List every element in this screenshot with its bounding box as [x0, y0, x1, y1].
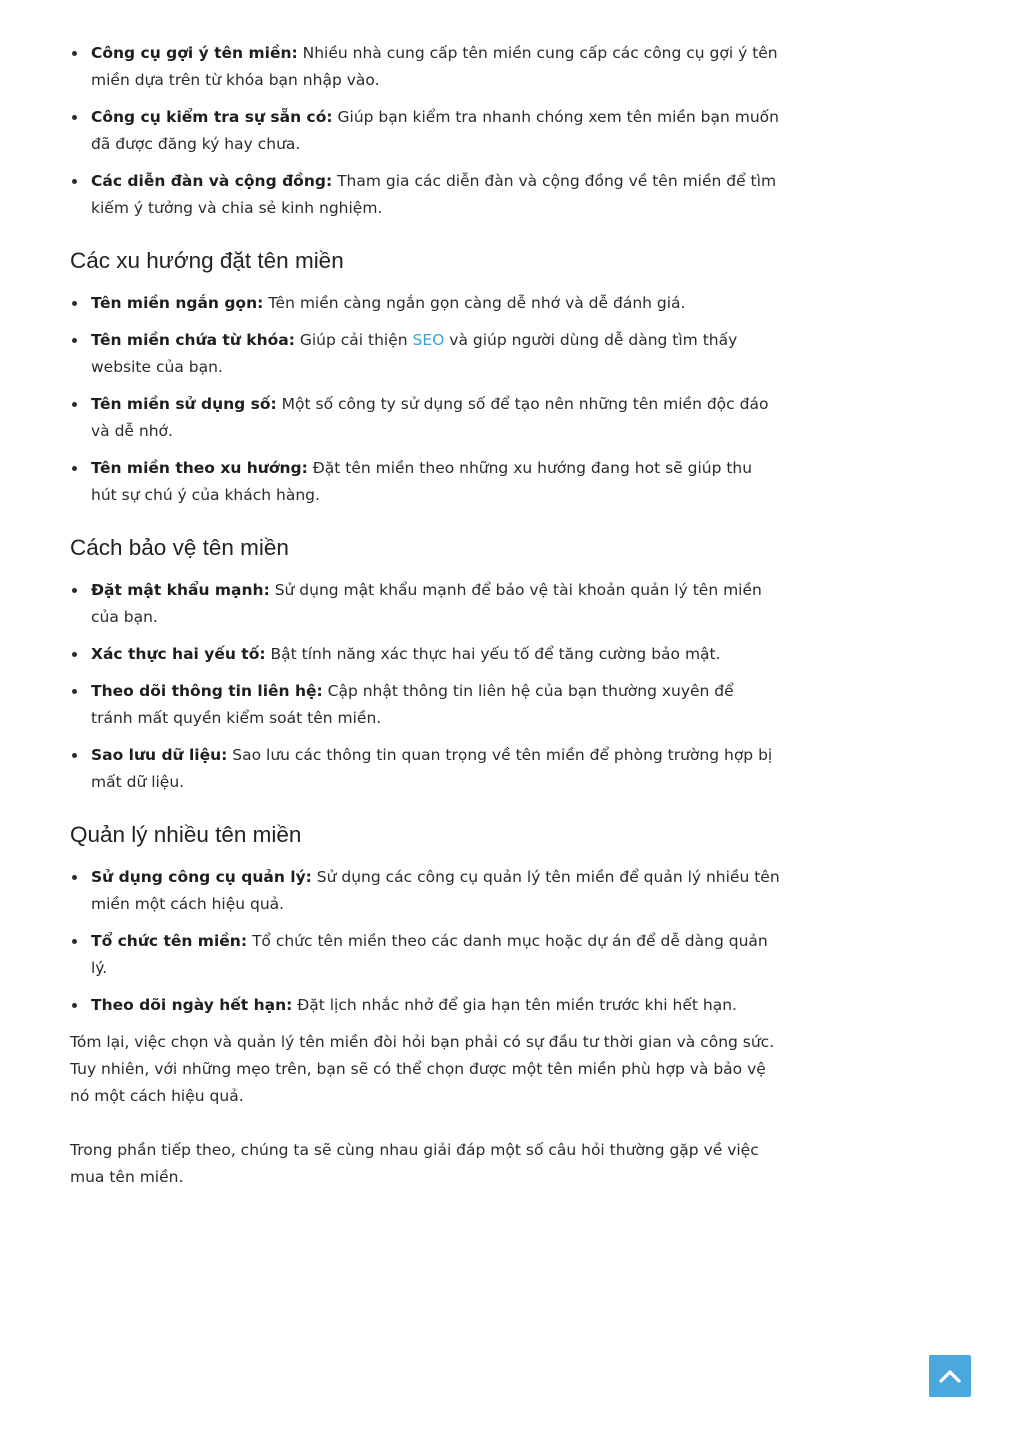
item-text: Sao lưu các thông tin quan trọng về tên miền để phòng trường hợp bị mất dữ liệu. — [91, 746, 773, 791]
item-label: Tên miền theo xu hướng: — [91, 459, 308, 477]
list-item — [70, 992, 780, 1019]
list-item — [70, 455, 780, 509]
item-text: Sử dụng các công cụ quản lý tên miền để quản lý nhiều tên miền một cách hiệu quả. — [91, 868, 780, 913]
item-text: Tổ chức tên miền theo các danh mục hoặc dự án để dễ dàng quản lý. — [91, 932, 768, 977]
section-heading-management: Quản lý nhiều tên miền — [70, 822, 302, 847]
list-item — [70, 290, 780, 317]
trends-list — [70, 290, 780, 509]
item-label: Công cụ gợi ý tên miền: — [91, 44, 298, 62]
item-label: Xác thực hai yếu tố: — [91, 645, 266, 663]
item-text: Đặt tên miền theo những xu hướng đang hot sẽ giúp thu hút sự chú ý của khách hàng. — [91, 459, 753, 504]
list-item — [70, 391, 780, 445]
seo-link[interactable]: SEO — [412, 331, 445, 349]
list-item — [70, 168, 780, 222]
list-item — [70, 864, 780, 918]
next-section-paragraph: Trong phần tiếp theo, chúng ta sẽ cùng nhau giải đáp một số câu hỏi thường gặp về việc mua tên miền. — [70, 1141, 759, 1186]
item-text: Tên miền càng ngắn gọn càng dễ nhớ và dễ đánh giá. — [263, 294, 686, 312]
list-item — [70, 40, 780, 94]
item-label: Đặt mật khẩu mạnh: — [91, 581, 270, 599]
list-item — [70, 641, 780, 668]
item-text: và giúp người dùng dễ dàng tìm thấy website của bạn. — [91, 331, 738, 376]
item-label: Tên miền sử dụng số: — [91, 395, 277, 413]
domain-tools-list — [70, 40, 780, 222]
list-item — [70, 577, 780, 631]
item-label: Sao lưu dữ liệu: — [91, 746, 228, 764]
item-text: Cập nhật thông tin liên hệ của bạn thường xuyên để tránh mất quyền kiểm soát tên miền. — [91, 682, 734, 727]
list-item — [70, 742, 780, 796]
list-item — [70, 928, 780, 982]
item-label: Các diễn đàn và cộng đồng: — [91, 172, 333, 190]
management-list — [70, 864, 780, 1019]
list-item — [70, 327, 780, 381]
protection-list — [70, 577, 780, 796]
item-text: Tham gia các diễn đàn và cộng đồng về tên miền để tìm kiếm ý tưởng và chia sẻ kinh nghiệm. — [91, 172, 777, 217]
item-label: Tên miền ngắn gọn: — [91, 294, 264, 312]
list-item — [70, 104, 780, 158]
item-text: Giúp bạn kiểm tra nhanh chóng xem tên miền bạn muốn đã được đăng ký hay chưa. — [91, 108, 779, 153]
item-text: Đặt lịch nhắc nhở để gia hạn tên miền trước khi hết hạn. — [292, 996, 737, 1014]
item-label: Theo dõi thông tin liên hệ: — [91, 682, 323, 700]
item-label: Công cụ kiểm tra sự sẵn có: — [91, 108, 333, 126]
item-text: Sử dụng mật khẩu mạnh để bảo vệ tài khoản quản lý tên miền của bạn. — [91, 581, 762, 626]
item-text: Giúp cải thiện — [294, 331, 413, 349]
item-label: Theo dõi ngày hết hạn: — [91, 996, 293, 1014]
scroll-to-top-button[interactable] — [929, 1355, 971, 1397]
item-text: Một số công ty sử dụng số để tạo nên những tên miền độc đáo và dễ nhớ. — [91, 395, 769, 440]
item-label: Tổ chức tên miền: — [91, 932, 248, 950]
summary-paragraph: Tóm lại, việc chọn và quản lý tên miền đòi hỏi bạn phải có sự đầu tư thời gian và công sức. Tuy nhiên, với những mẹo trên, bạn sẽ có thể chọn được một tên miền phù hợp và bảo vệ nó một cách hiệu quả. — [70, 1033, 775, 1105]
article-content — [70, 40, 780, 1218]
item-text: Nhiều nhà cung cấp tên miền cung cấp các công cụ gợi ý tên miền dựa trên từ khóa bạn nhập vào. — [91, 44, 778, 89]
section-heading-trends: Các xu hướng đặt tên miền — [70, 248, 344, 273]
list-item — [70, 678, 780, 732]
chevron-up-icon — [939, 1369, 961, 1383]
section-heading-protection: Cách bảo vệ tên miền — [70, 535, 289, 560]
item-text: Bật tính năng xác thực hai yếu tố để tăng cường bảo mật. — [265, 645, 721, 663]
item-label: Sử dụng công cụ quản lý: — [91, 868, 312, 886]
item-label: Tên miền chứa từ khóa: — [91, 331, 295, 349]
